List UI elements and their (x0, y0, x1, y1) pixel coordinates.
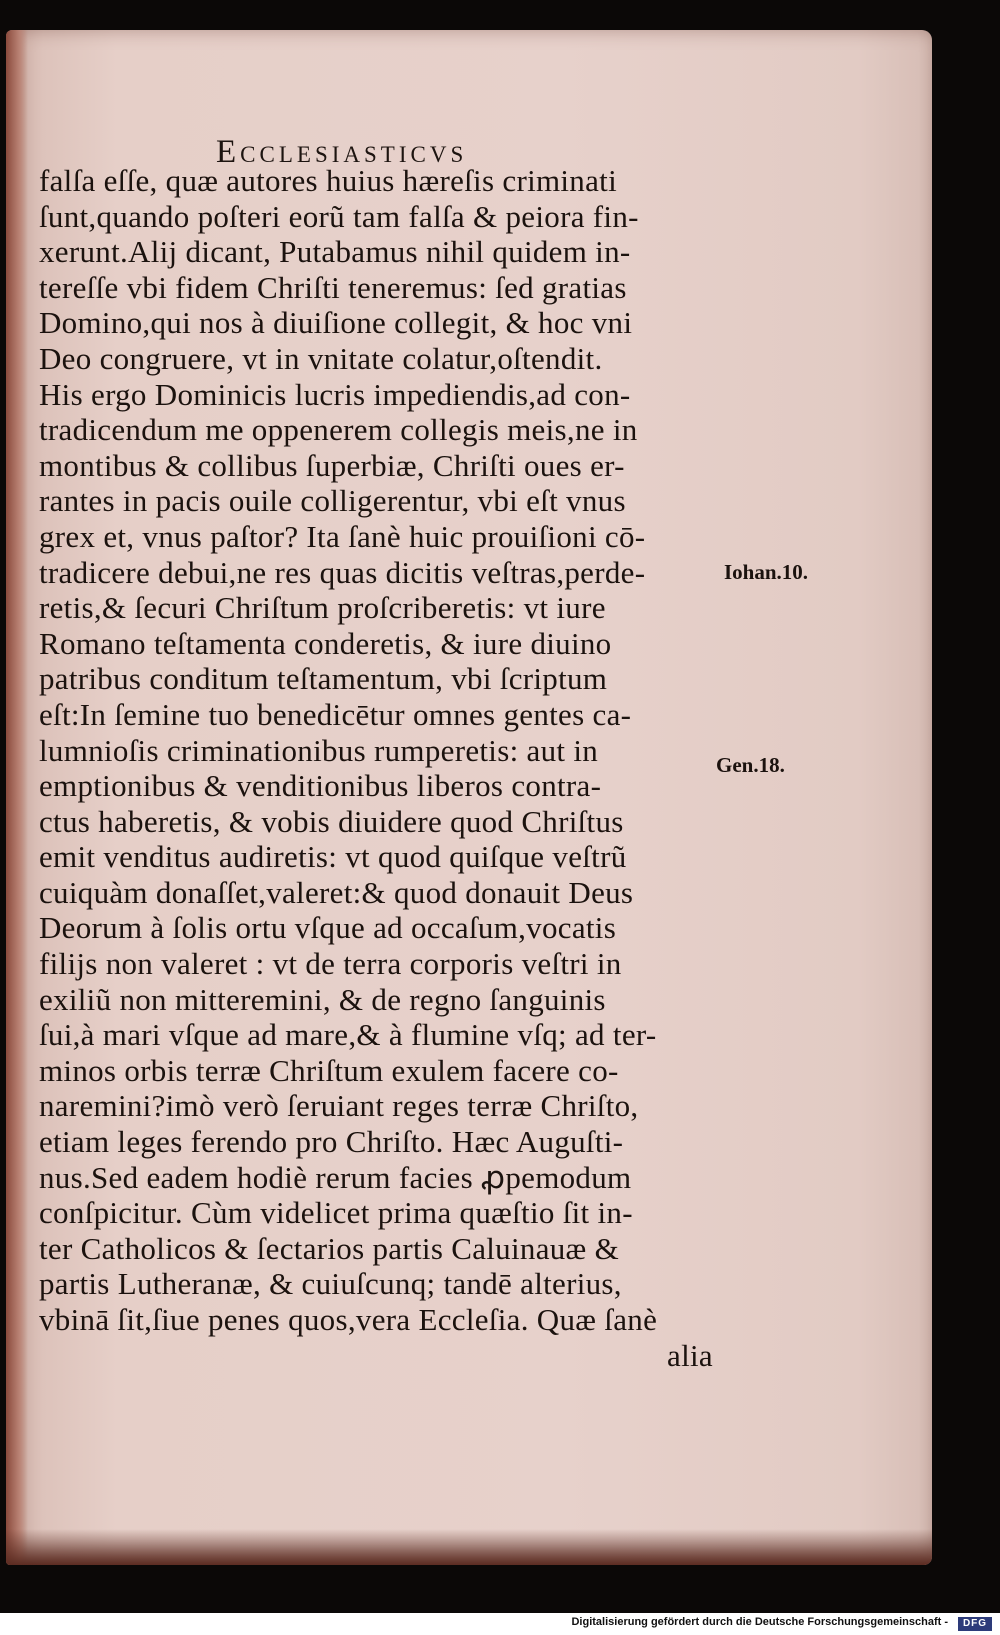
text-line: grex et, vnus paſtor? Ita ſanè huic prouiſioni cō- (39, 518, 646, 554)
text-line: etiam leges ferendo pro Chriſto. Hæc Auguſti- (39, 1124, 624, 1160)
text-line: xerunt.Alij dicant, Putabamus nihil quidem in- (39, 234, 631, 270)
text-line: ſunt,quando poſteri eorũ tam falſa & peiora fin- (39, 198, 639, 234)
text-line: exiliũ non mitteremini, & de regno ſanguinis (39, 981, 606, 1017)
text-line: ctus haberetis, & vobis diuidere quod Chriſtus (39, 803, 624, 839)
text-line: tradicere debui,ne res quas dicitis veſtras,perde- (39, 554, 646, 590)
text-line: naremini?imò verò ſeruiant reges terræ Chriſto, (39, 1088, 639, 1124)
text-line: lumnioſis criminationibus rumperetis: aut in (39, 732, 599, 768)
text-line: conſpicitur. Cùm videlicet prima quæſtio ſit in- (39, 1195, 633, 1231)
dfg-credit: Digitalisierung gefördert durch die Deutsche Forschungsgemeinschaft - (567, 1615, 952, 1629)
marginal-note-genesis: Gen.18. (716, 753, 785, 777)
text-line: falſa eſſe, quæ autores huius hæreſis criminati (39, 163, 617, 198)
text-line: His ergo Dominicis lucris impediendis,ad con- (39, 376, 631, 412)
text-line: retis,& ſecuri Chriſtum proſcriberetis: vt iure (39, 590, 606, 626)
text-line: filijs non valeret : vt de terra corporis veſtri in (39, 946, 622, 982)
catchword: alia (667, 1337, 713, 1373)
dfg-logo-icon: DFG (958, 1617, 992, 1631)
body-text (39, 163, 719, 1373)
running-head: Ecclesiasticvs (216, 134, 468, 170)
text-line: vbinā ſit,ſiue penes quos,vera Eccleſia. Quæ ſanè (39, 1302, 658, 1337)
text-line: rantes in pacis ouile colligerentur, vbi eſt vnus (39, 483, 626, 519)
text-line: minos orbis terræ Chriſtum exulem facere co- (39, 1052, 619, 1088)
text-line: ſui,à mari vſque ad mare,& à flumine vſq; ad ter- (39, 1017, 657, 1053)
text-line: cuiquàm donaſſet,valeret:& quod donauit Deus (39, 874, 634, 910)
text-line: tereſſe vbi fidem Chriſti teneremus: ſed gratias (39, 269, 627, 305)
text-line: montibus & collibus ſuperbiæ, Chriſti oues er- (39, 447, 625, 483)
text-line: eſt:In ſemine tuo benedicētur omnes gentes ca- (39, 696, 632, 732)
text-line: emptionibus & venditionibus liberos contra- (39, 768, 602, 804)
text-line: Domino,qui nos à diuiſione collegit, & hoc vni (39, 305, 633, 341)
text-line: Deo congruere, vt in vnitate colatur,oſtendit. (39, 340, 603, 376)
text-line: ter Catholicos & ſectarios partis Caluinauæ & (39, 1230, 619, 1266)
text-line: Romano teſtamenta conderetis, & iure diuino (39, 625, 612, 661)
text-line: patribus conditum teſtamentum, vbi ſcriptum (39, 661, 608, 697)
text-line: nus.Sed eadem hodiè rerum facies ꝓpemodum (39, 1159, 632, 1195)
book-page (6, 30, 932, 1565)
marginal-note-john: Iohan.10. (724, 560, 809, 584)
text-line: emit venditus audiretis: vt quod quiſque veſtrũ (39, 839, 627, 875)
text-line: tradicendum me oppenerem collegis meis,ne in (39, 412, 638, 448)
text-line: Deorum à ſolis ortu vſque ad occaſum,vocatis (39, 910, 617, 946)
text-line: partis Lutheranæ, & cuiuſcunq; tandē alterius, (39, 1266, 622, 1302)
